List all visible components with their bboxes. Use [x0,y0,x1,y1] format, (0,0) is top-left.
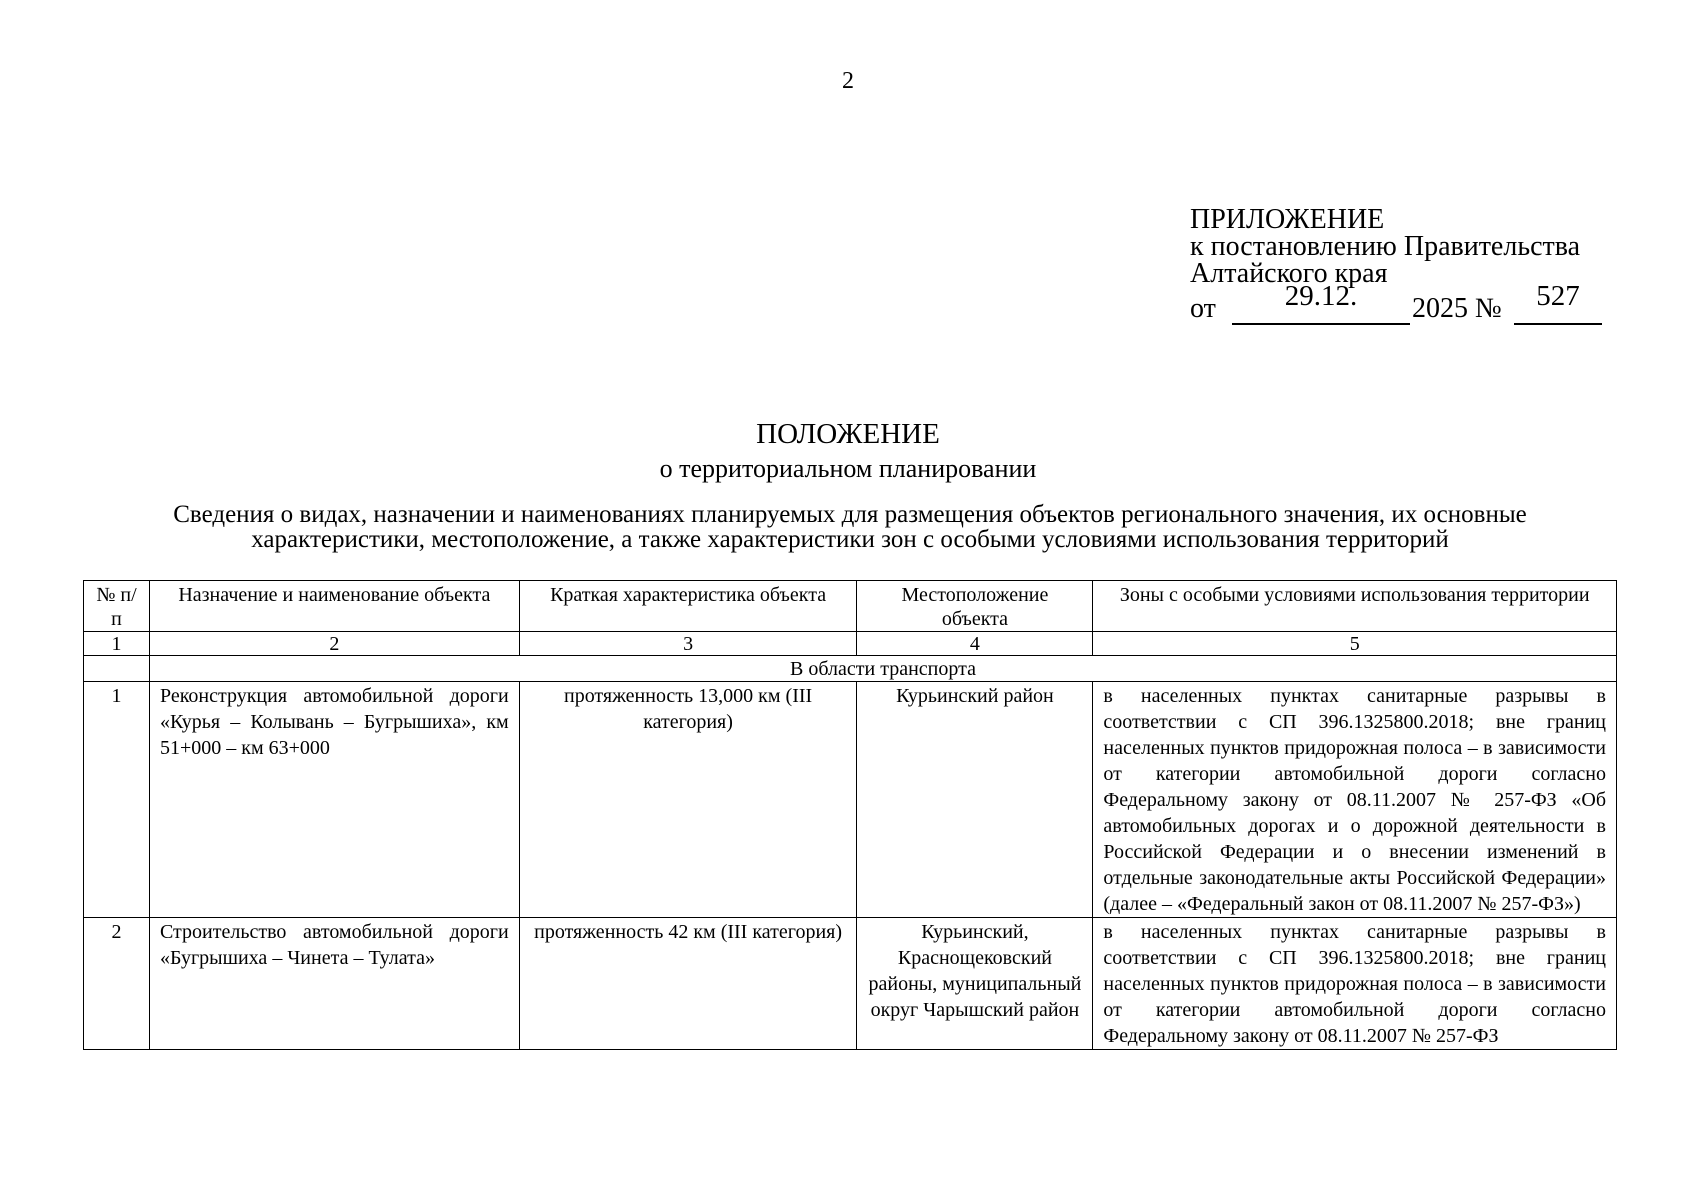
document-subtitle: о территориальном планировании [659,454,1037,483]
object-zones: в населенных пунктах санитарные разрывы в соответствии с СП 396.1325800.2018; вне границ населенных пунктов придорожная полоса – в зависимости от категории автомобильной дороги согласно Федеральному закону от 08.11.2007 № 257-ФЗ [1093,918,1617,1050]
appendix-block [1190,206,1610,323]
column-number: 1 [84,632,150,656]
object-location: Курьинский, Краснощековский районы, муниципальный округ Чарышский район [857,918,1093,1050]
section-empty-cell [84,656,150,682]
object-location: Курьинский район [857,682,1093,918]
header-zones: Зоны с особыми условиями использования территории [1093,581,1617,632]
object-name: Реконструкция автомобильной дороги «Курья – Колывань – Бугрышиха», км 51+000 – км 63+000 [149,682,519,918]
objects-table [83,580,1617,1050]
section-row [84,656,1617,682]
section-title: В области транспорта [149,656,1616,682]
object-zones: в населенных пунктах санитарные разрывы в соответствии с СП 396.1325800.2018; вне границ населенных пунктов придорожная полоса – в зависимости от категории автомобильной дороги согласно Федеральному закону от 08.11.2007 № 257-ФЗ «Об автомобильных дорогах и о дорожной деятельности в Российской Федерации и о внесении изменений в отдельные законодательные акты Российской Федерации» (далее – «Федеральный закон от 08.11.2007 № 257-ФЗ») [1093,682,1617,918]
row-number: 1 [84,682,150,918]
header-number: № п/п [84,581,150,632]
table-row [84,682,1617,918]
row-number: 2 [84,918,150,1050]
column-number-row [84,632,1617,656]
column-number: 5 [1093,632,1617,656]
appendix-date-line [1190,280,1610,324]
object-characteristic: протяженность 13,000 км (III категория) [519,682,857,918]
column-number: 4 [857,632,1093,656]
object-name: Строительство автомобильной дороги «Бугрышиха – Чинета – Тулата» [149,918,519,1050]
appendix-line-2: Алтайского края [1190,258,1388,289]
table-caption: Сведения о видах, назначении и наименованиях планируемых для размещения объектов регионального значения, их основные характеристики, местоположение, а также характеристики зон с особыми условиями использования территорий [173,501,1527,553]
page-number: 2 [842,68,854,94]
date-prefix: от [1190,293,1216,324]
decree-date: 29.12. [1232,283,1410,325]
header-location: Местоположение объекта [857,581,1093,632]
column-number: 3 [519,632,857,656]
column-number: 2 [149,632,519,656]
document-title: ПОЛОЖЕНИЕ [756,418,940,450]
object-characteristic: протяженность 42 км (III категория) [519,918,857,1050]
table-row [84,918,1617,1050]
decree-year: 2025 № [1412,293,1502,324]
appendix-heading: ПРИЛОЖЕНИЕ [1190,204,1385,235]
decree-number: 527 [1514,283,1602,325]
header-name: Назначение и наименование объекта [149,581,519,632]
appendix-line-1: к постановлению Правительства [1190,231,1581,262]
table-header-row [84,581,1617,632]
header-characteristic: Краткая характеристика объекта [519,581,857,632]
